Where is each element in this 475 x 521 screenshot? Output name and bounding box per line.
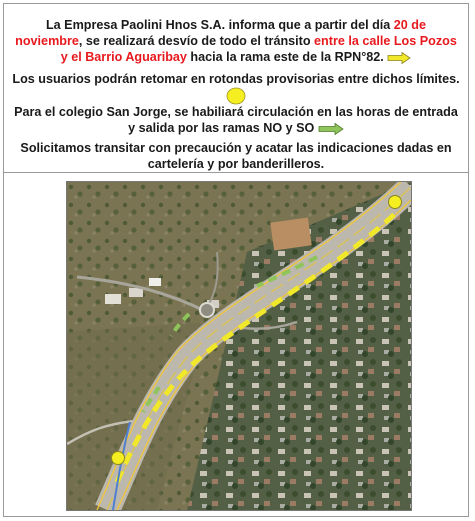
yellow-right-arrow-icon [387, 52, 411, 64]
detour-section: entre la calle Los Pozos y el Barrio Aguaribay [60, 34, 457, 64]
building [105, 294, 121, 304]
building [149, 278, 161, 286]
roundabout-marker-north [389, 196, 402, 209]
school-access-info: Para el colegio San Jorge, se habiliará circulación en las horas de entrada y salida por las ramas NO y SO [14, 105, 458, 135]
roundabout [200, 303, 214, 317]
notice-text [4, 4, 468, 172]
start-date: 20 de noviembre [15, 18, 427, 48]
satellite-map-image [67, 182, 411, 510]
building [129, 288, 143, 297]
return-info: Los usuarios podrán retomar en rotondas provisorias entre dichos límites. [12, 71, 460, 105]
section-divider [4, 172, 468, 173]
caution-request: Solicitamos transitar con precaución y acatar las indicaciones dadas en cartelería y por banderilleros. [20, 141, 452, 171]
detour-announcement: La Empresa Paolini Hnos S.A. informa que a partir del día 20 de noviembre, se realizará desvío de todo el tránsito entre la calle Los Pozos y el Barrio Aguaribay hacia la rama este de la RPN°82. [15, 18, 457, 64]
detour-map [66, 181, 412, 511]
yellow-circle-icon [226, 87, 246, 105]
detour-notice [3, 3, 469, 517]
green-right-arrow-icon [318, 123, 344, 135]
sports-field [270, 217, 312, 250]
roundabout-marker-south [112, 452, 125, 465]
